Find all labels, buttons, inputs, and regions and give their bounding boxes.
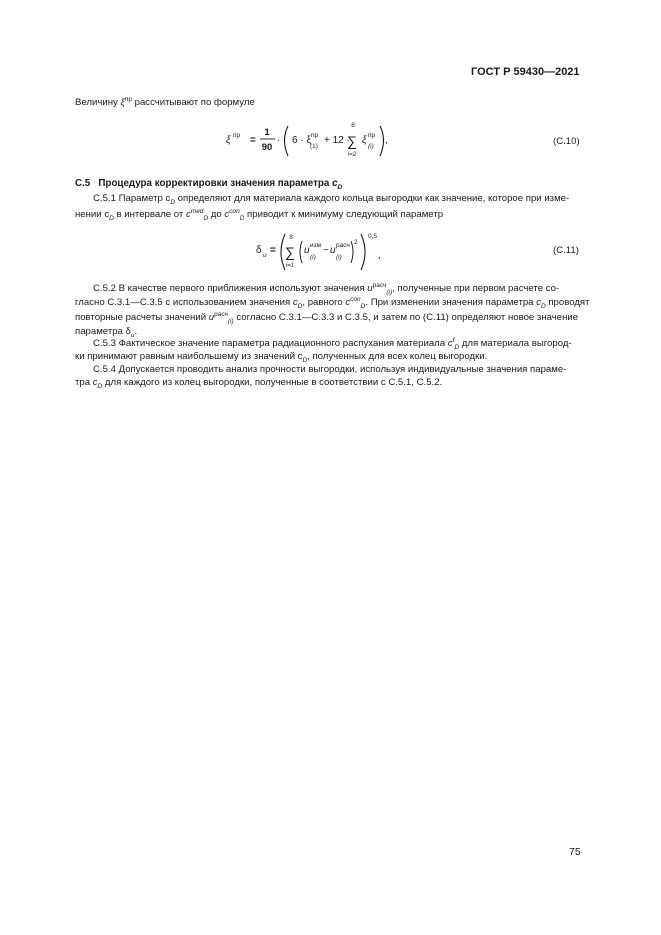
c52-line4: параметра $\delta_u$. (75, 326, 138, 339)
eq11-u1-sup: изм (310, 242, 322, 249)
eq10-term1-sub: (1) (310, 143, 318, 150)
c54-line2: тра $c_D$ для каждого из колец выгородки, полученные в соответствии с С.5.1, С.5.2. (75, 377, 443, 390)
eq11-u1: u (304, 245, 310, 256)
eq11-minus: − (323, 245, 329, 256)
eq11-u2-sup: расч (336, 242, 350, 249)
eq10-term1: 6 · ξ (292, 135, 311, 146)
c51-line2: нении $с_D$ в интервале от $c^{med}_D$ до $c^{con}_D$ приводит к минимуму следующий параметр (75, 207, 444, 222)
eq10-lhs: ξ (226, 135, 231, 146)
eq10-term2-sub: (i) (368, 143, 374, 150)
intro-text: Величину (75, 97, 121, 108)
xi-sup: пр (124, 95, 132, 103)
c51-line1: С.5.1 Параметр $с_D$ определяют для материала каждого кольца выгородки как значение, которое при изме- (93, 193, 570, 206)
eq11-sum-sign: ∑ (285, 244, 295, 260)
eq11-u2: u (330, 245, 336, 256)
c52-line1: С.5.2 В качестве первого приближения используют значения $u^{расч}_{(i)}$, полученные при первом расчете со- (93, 281, 560, 296)
eq11-inner-right-paren (351, 241, 353, 263)
eq11-equals: = (270, 245, 276, 256)
eq10-denominator: 90 (261, 142, 273, 153)
formula-c11 (250, 226, 400, 274)
eq11-sum-top: 8 (289, 234, 293, 241)
eq10-lhs-sup: пр (233, 132, 241, 139)
section-title: Процедура корректировки значения параметра (98, 178, 333, 189)
page-number: 75 (569, 846, 581, 858)
c53-line2: ки принимают равным наибольшему из значений $с_D$, полученных для всех колец выгородки. (75, 351, 488, 364)
c53-line1: С.5.3 Фактическое значение параметра радиационного распухания материала $c^f_D$ для материала выгород- (93, 336, 572, 351)
eq10-numerator: 1 (264, 127, 270, 138)
eq11-lhs: δ (256, 245, 262, 256)
c54-line1: С.5.4 Допускается проводить анализ прочности выгородки, используя индивидуальные значения параме- (93, 364, 567, 375)
eq11-outer-right-paren (361, 234, 365, 270)
eq11-lhs-sub: u (263, 252, 267, 259)
eq10-sum-bottom: i=2 (347, 151, 357, 158)
eq10-term1-sup: пр (311, 132, 319, 139)
intro-text-end: рассчитывают по формуле (131, 97, 255, 108)
eq11-square: 2 (354, 239, 358, 246)
eq10-number: (С.10) (553, 136, 580, 147)
eq11-u1-sub: (i) (310, 254, 316, 261)
eq11-u2-sub: (i) (336, 254, 342, 261)
section-symbol-sub: D (337, 183, 343, 191)
standard-designation: ГОСТ Р 59430—2021 (471, 66, 580, 78)
eq11-power: 0,5 (368, 233, 378, 240)
eq10-equals: = (250, 135, 256, 146)
eq11-number: (С.11) (553, 245, 579, 256)
xi-symbol: ξ (120, 97, 125, 108)
eq10-sum-top: 8 (351, 122, 355, 129)
eq10-sum-sign: ∑ (347, 133, 357, 149)
intro-line (75, 97, 585, 108)
eq10-right-paren (380, 126, 384, 156)
eq10-plus: + 12 · (324, 135, 350, 146)
eq11-comma: , (378, 250, 381, 261)
formula-c10 (220, 118, 420, 162)
c52-line2: гласно С.3.1—С.3.5 с использованием значения $c_D$, равного $c^{con}_D$. При изменении значения параметра $c_D$ проводят (75, 295, 590, 310)
eq10-dot: · (277, 135, 281, 146)
eq10-left-paren (285, 126, 289, 156)
c52-line3: повторные расчеты значений $u^{расч}_{(i)}$ согласно С.3.1—С.3.3 и С.3.5, и затем по (С.11) определяют новое значение (75, 310, 579, 325)
section-number: С.5 (75, 178, 91, 189)
section-heading (75, 178, 342, 189)
eq11-sum-bottom: i=1 (285, 262, 295, 269)
eq10-comma: , (385, 135, 388, 146)
eq11-inner-left-paren (300, 241, 302, 263)
eq10-term2: ξ (362, 135, 367, 146)
eq10-term2-sup: пр (368, 132, 376, 139)
section-symbol: c (332, 178, 338, 189)
